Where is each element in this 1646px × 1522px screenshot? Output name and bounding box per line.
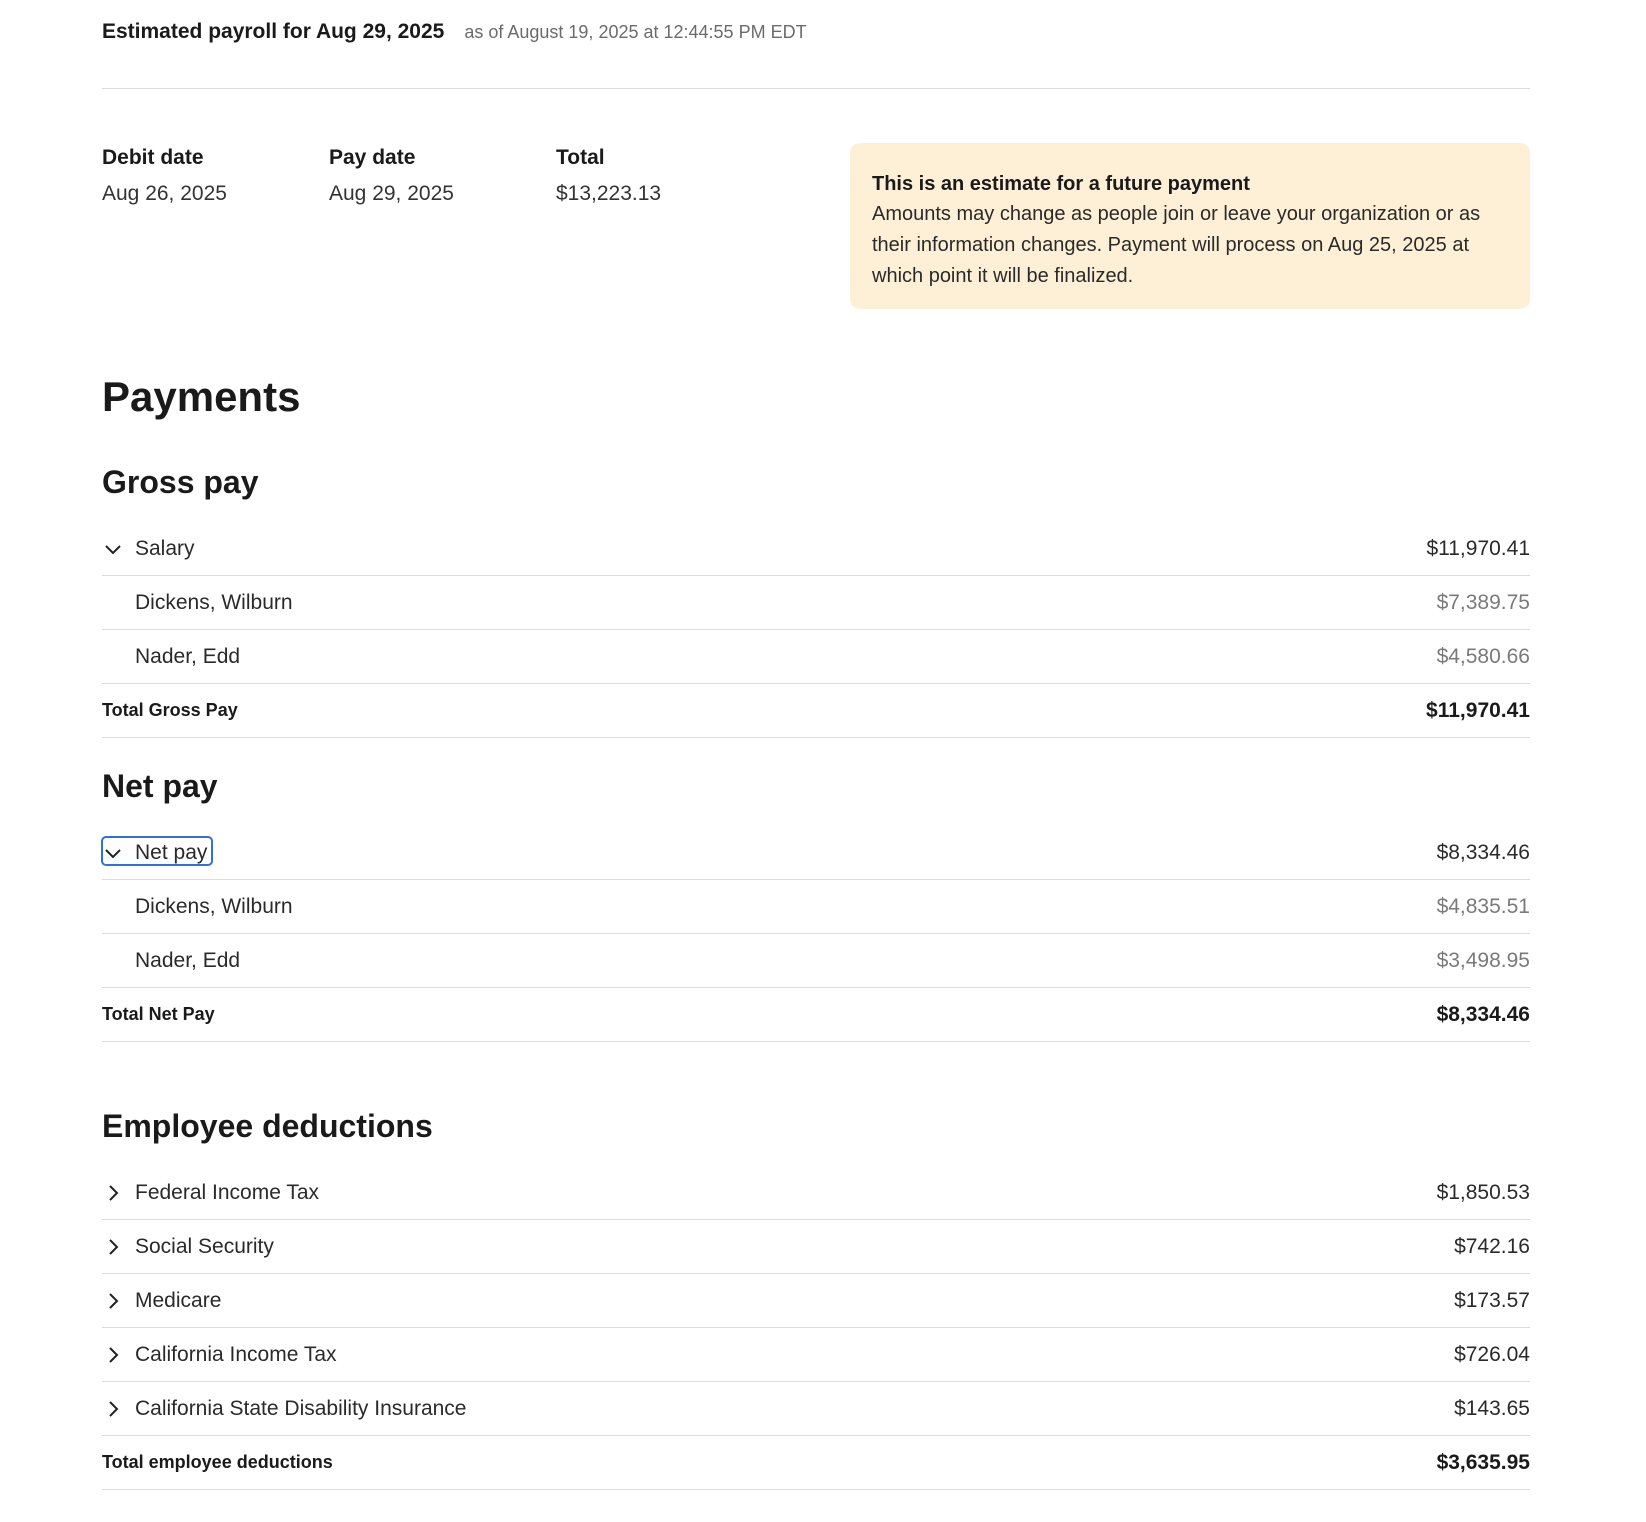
deduction-label: California State Disability Insurance — [135, 1396, 467, 1420]
page-title: Estimated payroll for Aug 29, 2025 — [102, 20, 445, 43]
pay-date-value: Aug 29, 2025 — [329, 182, 454, 205]
chevron-right-icon[interactable] — [102, 1290, 124, 1312]
payroll-estimate-page — [102, 0, 1530, 1474]
deduction-label: California Income Tax — [135, 1342, 337, 1366]
employee-name: Nader, Edd — [135, 644, 241, 668]
total-label: Total — [556, 146, 605, 169]
page-header — [102, 0, 1530, 89]
total-employee-deductions-amount: $3,635.95 — [1436, 1450, 1530, 1474]
table-row — [102, 934, 1530, 988]
debit-date-value: Aug 26, 2025 — [102, 182, 227, 205]
estimate-notice — [850, 143, 1530, 309]
payroll-summary — [102, 89, 1530, 309]
chevron-down-icon[interactable] — [102, 538, 124, 560]
chevron-right-icon[interactable] — [102, 1182, 124, 1204]
notice-title: This is an estimate for a future payment — [872, 173, 1250, 195]
net-pay-group-row[interactable] — [102, 826, 1530, 880]
employee-name: Dickens, Wilburn — [135, 894, 293, 918]
deduction-row-california-sdi[interactable] — [102, 1382, 1530, 1436]
table-row — [102, 880, 1530, 934]
employee-amount: $7,389.75 — [1436, 590, 1530, 614]
total-gross-pay-amount: $11,970.41 — [1426, 698, 1530, 722]
payments-heading: Payments — [102, 373, 301, 420]
net-pay-heading: Net pay — [102, 768, 218, 804]
salary-group-label: Salary — [135, 536, 195, 560]
table-row — [102, 630, 1530, 684]
total-net-pay-label: Total Net Pay — [102, 1004, 215, 1024]
total-value: $13,223.13 — [556, 182, 662, 205]
employee-amount: $4,835.51 — [1436, 894, 1530, 918]
debit-date-stat — [102, 147, 227, 204]
employee-name: Dickens, Wilburn — [135, 590, 293, 614]
total-net-pay-row — [102, 988, 1530, 1042]
deduction-row-federal-income-tax[interactable] — [102, 1166, 1530, 1220]
deduction-amount: $742.16 — [1454, 1234, 1530, 1258]
net-pay-group-amount: $8,334.46 — [1436, 840, 1530, 864]
total-employee-deductions-row — [102, 1436, 1530, 1490]
total-stat — [556, 147, 661, 204]
total-net-pay-amount: $8,334.46 — [1436, 1002, 1530, 1026]
chevron-right-icon[interactable] — [102, 1344, 124, 1366]
chevron-right-icon[interactable] — [102, 1398, 124, 1420]
as-of-timestamp: as of August 19, 2025 at 12:44:55 PM EDT — [464, 22, 807, 42]
deduction-amount: $173.57 — [1454, 1288, 1530, 1312]
salary-group-row[interactable] — [102, 522, 1530, 576]
debit-date-label: Debit date — [102, 146, 204, 169]
deduction-row-california-income-tax[interactable] — [102, 1328, 1530, 1382]
pay-date-label: Pay date — [329, 146, 416, 169]
chevron-down-icon[interactable] — [102, 842, 124, 864]
net-pay-table — [102, 826, 1530, 1042]
table-row — [102, 576, 1530, 630]
net-pay-group-label: Net pay — [135, 840, 208, 864]
pay-date-stat — [329, 147, 454, 204]
deduction-row-medicare[interactable] — [102, 1274, 1530, 1328]
total-gross-pay-row — [102, 684, 1530, 738]
deduction-label: Medicare — [135, 1288, 222, 1312]
employee-amount: $3,498.95 — [1436, 948, 1530, 972]
total-employee-deductions-label: Total employee deductions — [102, 1452, 333, 1472]
total-gross-pay-label: Total Gross Pay — [102, 700, 238, 720]
deduction-label: Social Security — [135, 1234, 274, 1258]
deduction-amount: $1,850.53 — [1436, 1180, 1530, 1204]
gross-pay-table — [102, 522, 1530, 738]
deduction-amount: $143.65 — [1454, 1396, 1530, 1420]
employee-deductions-table — [102, 1166, 1530, 1490]
chevron-right-icon[interactable] — [102, 1236, 124, 1258]
deduction-row-social-security[interactable] — [102, 1220, 1530, 1274]
salary-group-amount: $11,970.41 — [1426, 536, 1530, 560]
gross-pay-heading: Gross pay — [102, 464, 259, 500]
employee-deductions-heading: Employee deductions — [102, 1108, 433, 1144]
deduction-label: Federal Income Tax — [135, 1180, 320, 1204]
deduction-amount: $726.04 — [1454, 1342, 1530, 1366]
employee-name: Nader, Edd — [135, 948, 241, 972]
employee-amount: $4,580.66 — [1436, 644, 1530, 668]
notice-body: Amounts may change as people join or leave your organization or as their information changes. Payment will process on Aug 25, 2025 at which point it will be finalized. — [872, 203, 1481, 287]
